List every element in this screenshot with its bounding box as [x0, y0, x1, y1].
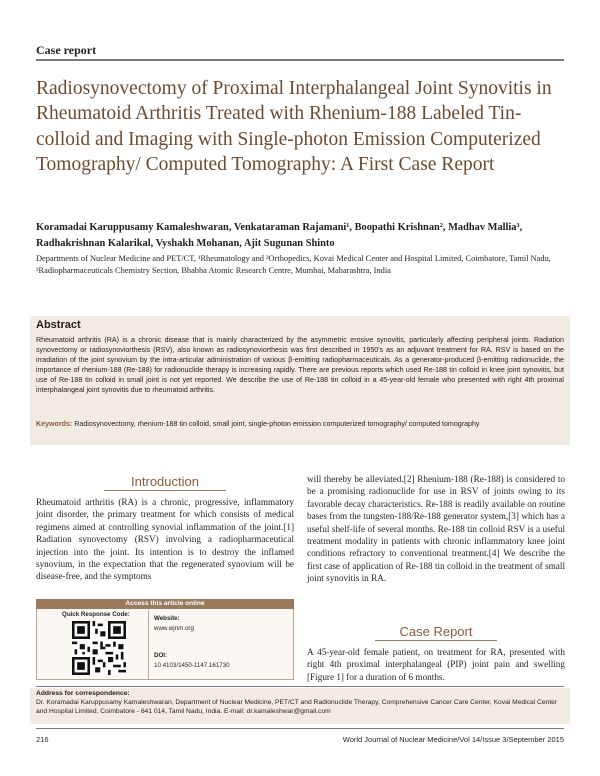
journal-info: World Journal of Nuclear Medicine/Vol 14/Issue 3/September 2015 — [342, 735, 564, 744]
qr-code-icon — [72, 621, 126, 675]
correspondence-rule — [36, 686, 564, 687]
section-label: Case report — [36, 43, 97, 57]
case-report-text: A 45-year-old female patient, on treatment for RA, presented with right 4th proximal interphalangeal (PIP) joint pain and swelling [Figure 1] for a duration of 6 months. — [307, 647, 565, 682]
access-box-divider — [148, 610, 149, 680]
website-label: Website: — [154, 615, 180, 622]
page-number: 216 — [36, 735, 49, 744]
abstract-heading: Abstract — [36, 319, 81, 331]
doi-label: DOI: — [154, 652, 168, 659]
top-rule — [36, 59, 564, 61]
abstract-text: Rheumatoid arthritis (RA) is a chronic disease that is mainly characterized by the asymmetric erosive synovitis, particularly affecting peripheral joints. Radiation synovectomy or radiosynoviorthesis (RSV), also known as radiosynoviorthesis was first described in 1950's as an adjuvant treatment for RA. RSV is based on the irradiation of the joint synovium by the intra-articular administration of various β-emitting radiopharmaceuticals. As a generator-produced β-emitting radionuclide, the importance of rhenium-188 (Re-188) for radionuclide therapy is increasing rapidly. There are previous reports which used Re-188 tin colloid in knee joint synovitis, but use of Re-188 tin colloid in small joint is not yet reported. We describe the use of Re-188 tin colloid in a 45-year-old female who presented with right 4th proximal interphalangeal joint synovitis due to rheumatoid arthritis. — [36, 336, 564, 394]
doi-value[interactable]: 10.4103/1450-1147.161730 — [154, 662, 230, 669]
introduction-text-col1: Rheumatoid arthritis (RA) is a chronic, progressive, inflammatory joint disorder, the primary treatment for which consists of medical regimens aimed at controlling synovial inflammation of the joint.[1] Radiation synovectomy (RSV) involving a radiopharmaceutical injection into the joint. Its intention is to destroy the inflamed synovium, in the expectation that the regenerated synovium will be disease-free, and the symptoms — [36, 497, 294, 582]
keywords-label: Keywords: — [36, 420, 73, 428]
introduction-rule — [104, 490, 226, 491]
qr-label: Quick Response Code: — [62, 611, 130, 618]
authors: Koramadai Karuppusamy Kamaleshwaran, Venkataraman Rajamani¹, Boopathi Krishnan², Madhav Mallia³, Radhakrishnan Kalarikal, Vyshakh Mohanan, Ajit Sugunan Shinto — [36, 222, 523, 249]
case-report-heading: Case Report — [399, 624, 473, 639]
keywords-text: Radiosynovectomy, rhenium-188 tin colloid, small joint, single-photon emission computerized tomography/ computed tomography — [74, 420, 480, 428]
keywords — [36, 420, 564, 430]
footer-rule — [36, 728, 564, 729]
introduction-heading: Introduction — [131, 474, 199, 489]
article-title: Radiosynovectomy of Proximal Interphalangeal Joint Synovitis in Rheumatoid Arthritis Treated with Rhenium-188 Labeled Tin-colloid and Imaging with Single-photon Emission Computerized Tomography/ Computed Tomography: A First Case Report — [36, 78, 552, 175]
affiliations: Departments of Nuclear Medicine and PET/CT, ¹Rheumatology and ²Orthopedics, Kovai Medical Center and Hospital Limited, Coimbatore, Tamil Nadu, ³Radiopharmaceuticals Chemistry Section, Bhabha Atomic Research Centre, Mumbai, Maharashtra, India — [36, 254, 551, 275]
case-report-rule — [375, 640, 497, 641]
correspondence-text: Dr. Koramadai Karuppusamy Kamaleshwaran, Department of Nuclear Medicine, PET/CT and Radionuclide Therapy, Comprehensive Cancer Care Center, Kovai Medical Center and Hospital Limited, Coimbatore - 641 014, Tamil Nadu, India. E-mail: dr.kamaleshwar@gmail.com — [36, 698, 558, 715]
correspondence-label: Address for correspondence: — [36, 690, 130, 697]
correspondence — [36, 690, 564, 716]
access-box-header: Access this article online — [36, 599, 294, 609]
introduction-text-col2: will thereby be alleviated.[2] Rhenium-188 (Re-188) is considered to be a promising radionuclide for use in RSV of joints owing to its favorable decay characteristics. Re-188 is readily available on routine bases from the tungsten-188/Re-188 generator system,[3] which has a useful shelf-life of several months. Re-188 tin colloid RSV is a useful treatment modality in patients with chronic inflammatory knee joint conditions refractory to conventional treatment.[4] We describe the first case of application of Re-188 tin colloid in the treatment of small joint synovitis in RA. — [307, 474, 565, 584]
website-link[interactable]: www.wjnm.org — [154, 625, 194, 632]
